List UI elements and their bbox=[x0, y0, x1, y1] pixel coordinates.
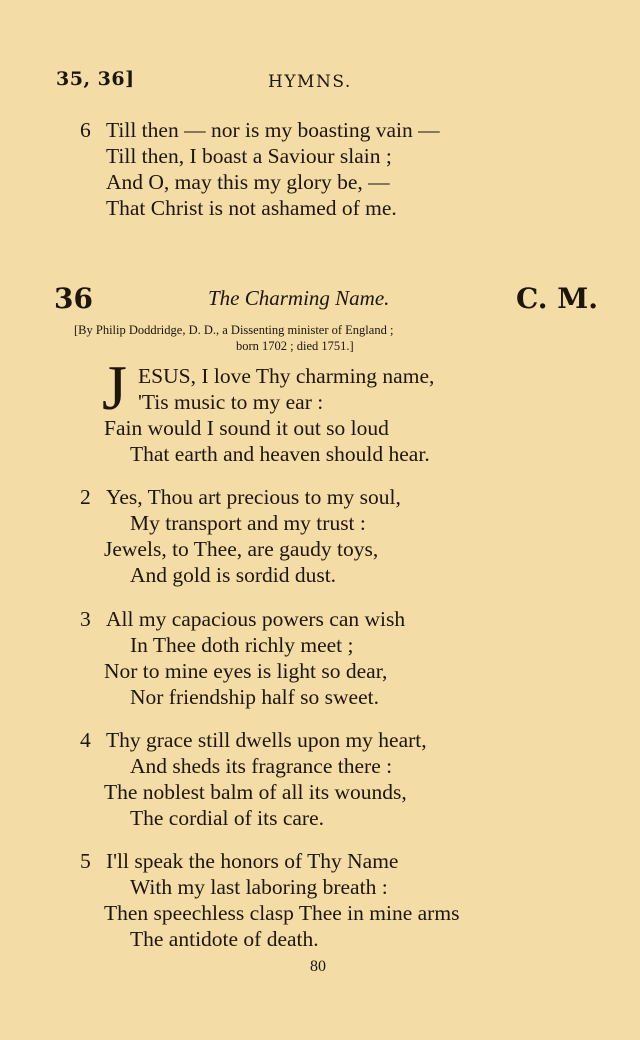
attribution-line: [By Philip Doddridge, D. D., a Dissenting minister of England ; bbox=[74, 323, 394, 337]
drop-cap: J bbox=[102, 352, 127, 423]
stanza-line: 'Tis music to my ear : bbox=[138, 390, 324, 414]
stanza-line: Till then, I boast a Saviour slain ; bbox=[106, 144, 392, 168]
stanza-line: Then speechless clasp Thee in mine arms bbox=[104, 901, 460, 925]
stanza-line: And sheds its fragrance there : bbox=[130, 754, 393, 778]
stanza-number: 5 bbox=[80, 849, 91, 873]
stanza-line: Fain would I sound it out so loud bbox=[104, 416, 389, 440]
stanza-line: ESUS, I love Thy charming name, bbox=[138, 364, 435, 388]
stanza-line: That Christ is not ashamed of me. bbox=[106, 196, 397, 220]
stanza-line: And gold is sordid dust. bbox=[130, 563, 337, 587]
stanza-number: 2 bbox=[80, 485, 91, 509]
stanza-number: 3 bbox=[80, 607, 91, 631]
stanza-line: I'll speak the honors of Thy Name bbox=[106, 849, 399, 873]
stanza-line: With my last laboring breath : bbox=[130, 875, 388, 899]
stanza-line: In Thee doth richly meet ; bbox=[130, 633, 354, 657]
stanza-line: Nor to mine eyes is light so dear, bbox=[104, 659, 388, 683]
running-header-title: HYMNS. bbox=[268, 72, 352, 92]
stanza-number: 4 bbox=[80, 728, 91, 752]
stanza-line: All my capacious powers can wish bbox=[106, 607, 406, 631]
running-header-numbers: 35, 36] bbox=[56, 68, 135, 90]
stanza-line: The noblest balm of all its wounds, bbox=[104, 780, 407, 804]
stanza-line: Jewels, to Thee, are gaudy toys, bbox=[104, 537, 379, 561]
stanza-line: And O, may this my glory be, — bbox=[106, 170, 390, 194]
hymn-number: 36 bbox=[54, 282, 93, 315]
stanza-number: 6 bbox=[80, 118, 91, 142]
stanza-line: That earth and heaven should hear. bbox=[130, 442, 430, 466]
stanza-line: Nor friendship half so sweet. bbox=[130, 685, 379, 709]
stanza-line: My transport and my trust : bbox=[130, 511, 366, 535]
stanza-line: Till then — nor is my boasting vain — bbox=[106, 118, 440, 142]
stanza-line: The antidote of death. bbox=[130, 927, 319, 951]
stanza-line: Yes, Thou art precious to my soul, bbox=[106, 485, 401, 509]
hymn-meter: C. M. bbox=[516, 282, 599, 315]
stanza-line: Thy grace still dwells upon my heart, bbox=[106, 728, 427, 752]
stanza-line: The cordial of its care. bbox=[130, 806, 325, 830]
hymn-title: The Charming Name. bbox=[208, 286, 390, 310]
page-number: 80 bbox=[310, 958, 326, 975]
attribution-line: born 1702 ; died 1751.] bbox=[236, 339, 354, 353]
